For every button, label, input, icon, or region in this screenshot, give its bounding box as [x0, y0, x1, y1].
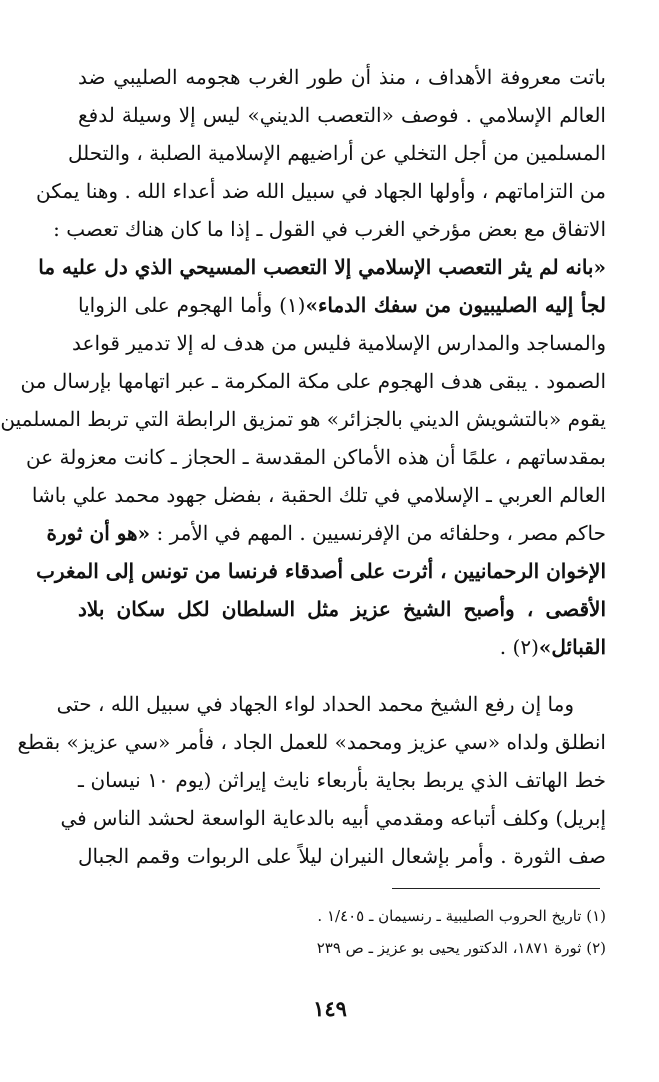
text-line: والمساجد والمدارس الإسلامية فليس من هدف له إلا تدمير قواعد [72, 331, 606, 355]
page-number: ١٤٩ [313, 996, 347, 1021]
text-line: من التزاماتهم ، وأولها الجهاد في سبيل الله ضد أعداء الله . وهنا يمكن [36, 179, 606, 203]
footnote: (١) تاريخ الحروب الصليبية ـ رنسيمان ـ ١/٤٠٥ . [317, 907, 606, 925]
quote-line: «بانه لم يثر التعصب الإسلامي إلا التعصب المسيحي الذي دل عليه ما [38, 255, 606, 279]
text-line: يقوم «بالتشويش الديني بالجزائر» هو تمزيق الرابطة التي تربط المسلمين [0, 407, 606, 431]
quote-line: الأقصى ، وأصبح الشيخ عزيز مثل السلطان لكل سكان بلاد [78, 597, 606, 621]
paragraph [0, 58, 606, 666]
text-line: صف الثورة . وأمر بإشعال النيران ليلاً على الربوات وقمم الجبال [78, 844, 606, 868]
text-line: الاتفاق مع بعض مؤرخي الغرب في القول ـ إذا ما كان هناك تعصب : [53, 217, 606, 241]
text-line: باتت معروفة الأهداف ، منذ أن طور الغرب هجومه الصليبي ضد [78, 65, 606, 89]
text-line: خط الهاتف الذي يربط بجاية بأربعاء نايث إيراثن (يوم ١٠ نيسان ـ [78, 768, 606, 792]
text-line: بمقدساتهم ، علمًا أن هذه الأماكن المقدسة ـ الحجاز ـ كانت معزولة عن [25, 445, 606, 469]
text-line: العالم الإسلامي . فوصف «التعصب الديني» ليس إلا وسيلة لدفع [78, 103, 606, 127]
text-line: المسلمين من أجل التخلي عن أراضيهم الإسلامية الصلبة ، والتحلل [67, 141, 606, 165]
text-line [46, 514, 606, 552]
quote-segment: «هو أن ثورة [46, 521, 151, 545]
quote-segment: القبائل» [538, 635, 606, 659]
footnote: (٢) ثورة ١٨٧١، الدكتور يحيى بو عزيز ـ ص ٢٣٩ [316, 939, 606, 957]
text-line: الصمود . يبقى هدف الهجوم على مكة المكرمة ـ عبر اتهامها بإرسال من [20, 369, 606, 393]
paragraph [17, 685, 606, 875]
quote-segment: لجأ إليه الصليبيون من سفك الدماء» [305, 293, 606, 317]
footnotes [150, 900, 606, 964]
text-line [78, 628, 606, 666]
text-line: العالم العربي ـ الإسلامي في تلك الحقبة ، بفضل جهود محمد علي باشا [31, 483, 606, 507]
text-line: انطلق ولداه «سي عزيز ومحمد» للعمل الجاد ، فأمر «سي عزيز» بقطع [17, 730, 606, 754]
footnote-divider [392, 888, 600, 889]
quote-line: الإخوان الرحمانيين ، أثرت على أصدقاء فرنسا من تونس إلى المغرب [36, 559, 606, 583]
plain-segment: حاكم مصر ، وحلفائه من الإفرنسيين . المهم في الأمر : [156, 521, 606, 545]
text-line: وما إن رفع الشيخ محمد الحداد لواء الجهاد في سبيل الله ، حتى [56, 692, 574, 716]
footnote-ref-segment: (١) وأما الهجوم على الزوايا [78, 293, 306, 317]
text-line [78, 286, 606, 324]
footnote-ref-segment: (٢) . [499, 635, 539, 659]
text-line: إبريل) وكلف أتباعه ومقدمي أبيه بالدعاية الواسعة لحشد الناس في [60, 806, 606, 830]
